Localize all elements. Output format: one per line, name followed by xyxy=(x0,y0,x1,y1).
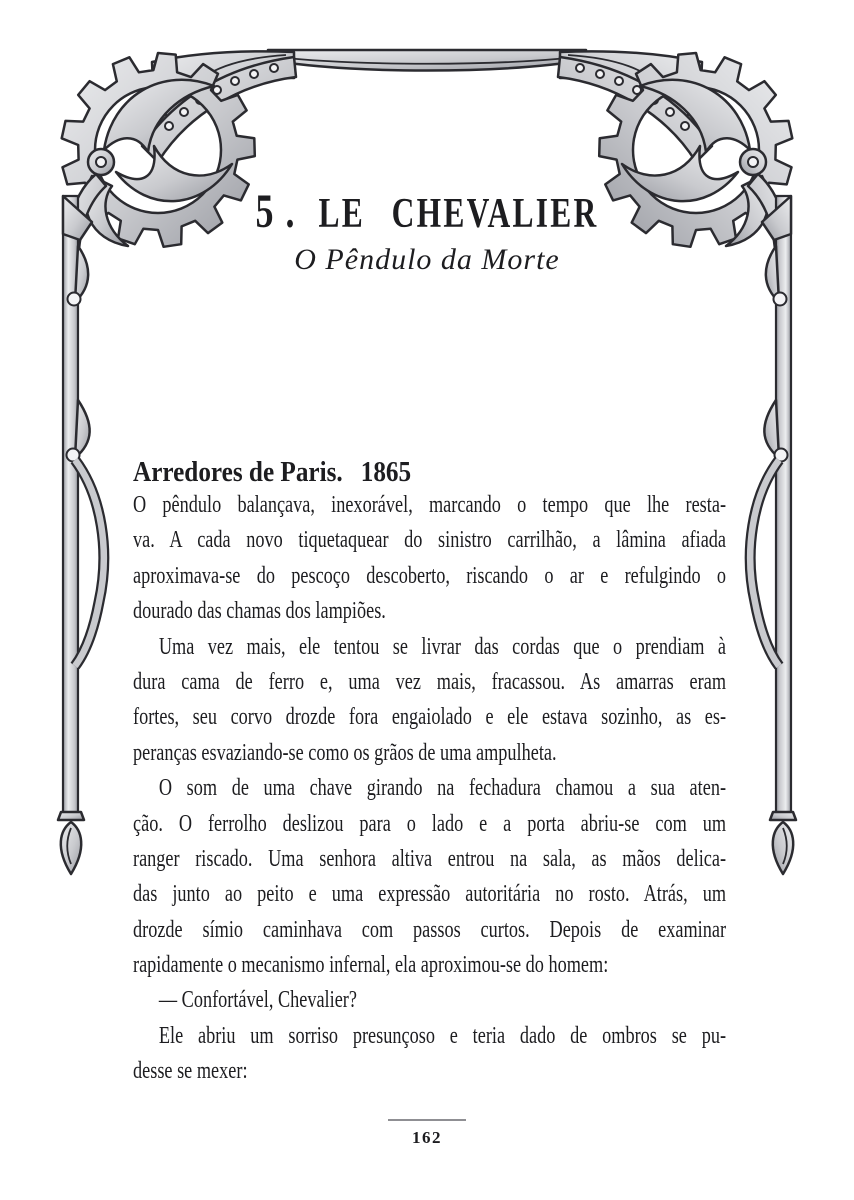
paragraph xyxy=(133,488,726,630)
text-line: va. A cada novo tiquetaquear do sinistro carrilhão, a lâmina afiada xyxy=(133,527,727,554)
band-rivet xyxy=(270,64,278,72)
swirl-hub-hole xyxy=(96,157,106,167)
text-line: desse se mexer: xyxy=(133,1058,248,1085)
text-line: rapidamente o mecanismo infernal, ela aproximou-se do homem: xyxy=(133,952,609,979)
text-line: drozde símio caminhava com passos curtos. Depois de examinar xyxy=(133,916,727,943)
text-line: Ele abriu um sorriso presunçoso e teria dado de ombros se pu- xyxy=(158,1022,727,1049)
band-rivet xyxy=(165,122,173,130)
band-rivet xyxy=(180,108,188,116)
spear-collar xyxy=(58,812,84,820)
section-heading xyxy=(133,457,411,489)
chapter-subtitle: O Pêndulo da Morte xyxy=(294,243,560,276)
page-number: 162 xyxy=(412,1128,442,1147)
paragraph xyxy=(133,771,726,983)
chapter-header xyxy=(0,184,854,277)
paragraph xyxy=(133,983,726,1018)
text-line: O som de uma chave girando na fechadura chamou a sua aten- xyxy=(158,775,727,802)
chapter-title-line xyxy=(107,184,748,239)
text-line: fortes, seu corvo drozde fora engaiolado e ele estava sozinho, as es- xyxy=(133,704,727,731)
rail-rivet xyxy=(68,293,81,306)
chapter-title: LE CHEVALIER xyxy=(318,191,599,237)
page-footer xyxy=(0,1119,854,1148)
text-line: ção. O ferrolho deslizou para o lado e a porta abriu-se com um xyxy=(133,810,727,837)
footer-rule xyxy=(388,1119,466,1121)
text-line: das junto ao peito e uma expressão autoritária no rosto. Atrás, um xyxy=(133,881,727,908)
text-line: O pêndulo balançava, inexorável, marcando o tempo que lhe resta- xyxy=(133,492,727,518)
section-heading-place: Arredores de Paris. xyxy=(133,457,343,488)
text-line: peranças esvaziando-se como os grãos de uma ampulheta. xyxy=(133,739,557,766)
chapter-number: 5 . xyxy=(255,185,296,238)
text-line: aproximava-se do pescoço descoberto, riscando o ar e refulgindo o xyxy=(133,562,727,589)
text-line: dourado das chamas dos lampiões. xyxy=(133,598,386,625)
section-heading-year: 1865 xyxy=(360,457,412,488)
band-rivet xyxy=(231,77,239,85)
text-line: — Confortável, Chevalier? xyxy=(158,987,357,1014)
body-text xyxy=(133,488,726,1090)
text-line: ranger riscado. Uma senhora altiva entrou na sala, as mãos delica- xyxy=(133,845,727,872)
band-rivet xyxy=(250,70,258,78)
paragraph xyxy=(133,1019,726,1090)
paragraph xyxy=(133,630,726,772)
text-line: Uma vez mais, ele tentou se livrar das cordas que o prendiam à xyxy=(158,633,727,660)
text-line: dura cama de ferro e, uma vez mais, fracassou. As amarras eram xyxy=(133,668,727,695)
